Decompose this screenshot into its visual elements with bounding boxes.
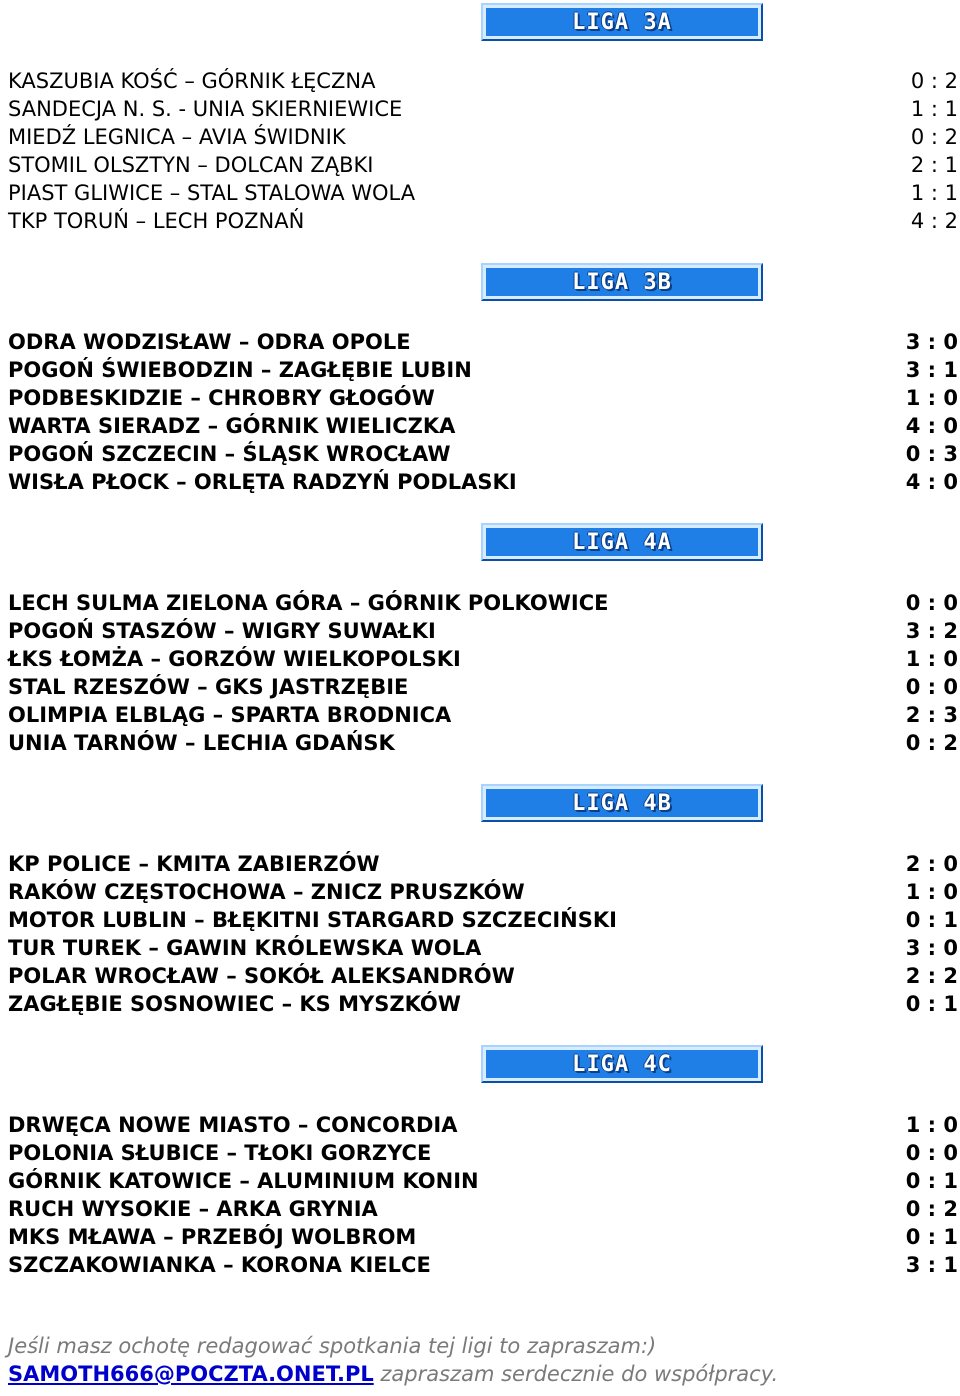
match-row bbox=[8, 440, 958, 468]
match-teams: ŁKS ŁOMŻA – GORZÓW WIELKOPOLSKI bbox=[8, 647, 461, 671]
match-row bbox=[8, 673, 958, 701]
match-teams: WISŁA PŁOCK – ORLĘTA RADZYŃ PODLASKI bbox=[8, 470, 517, 494]
match-teams: STAL RZESZÓW – GKS JASTRZĘBIE bbox=[8, 675, 409, 699]
league-banner-label: LIGA 3A bbox=[572, 9, 672, 35]
email-link[interactable]: SAMOTH666@POCZTA.ONET.PL bbox=[8, 1362, 374, 1386]
match-row bbox=[8, 95, 958, 123]
match-score: 0 : 3 bbox=[905, 442, 958, 466]
match-row bbox=[8, 1223, 958, 1251]
match-teams: MKS MŁAWA – PRZEBÓJ WOLBROM bbox=[8, 1225, 417, 1249]
match-teams: POLONIA SŁUBICE – TŁOKI GORZYCE bbox=[8, 1141, 432, 1165]
league-banner-4a bbox=[481, 523, 763, 561]
match-score: 3 : 1 bbox=[905, 1253, 958, 1277]
match-list-4a bbox=[8, 589, 958, 757]
league-banner-3b bbox=[481, 263, 763, 301]
match-row bbox=[8, 701, 958, 729]
match-teams: GÓRNIK KATOWICE – ALUMINIUM KONIN bbox=[8, 1169, 479, 1193]
league-banner-4c bbox=[481, 1045, 763, 1083]
match-score: 0 : 2 bbox=[905, 731, 958, 755]
match-teams: KASZUBIA KOŚĆ – GÓRNIK ŁĘCZNA bbox=[8, 69, 376, 93]
match-teams: RUCH WYSOKIE – ARKA GRYNIA bbox=[8, 1197, 378, 1221]
match-list-4b bbox=[8, 850, 958, 1018]
match-score: 0 : 0 bbox=[905, 591, 958, 615]
match-row bbox=[8, 1195, 958, 1223]
match-score: 0 : 2 bbox=[910, 69, 958, 93]
match-teams: SZCZAKOWIANKA – KORONA KIELCE bbox=[8, 1253, 431, 1277]
match-teams: STOMIL OLSZTYN – DOLCAN ZĄBKI bbox=[8, 153, 374, 177]
match-row bbox=[8, 962, 958, 990]
match-row bbox=[8, 384, 958, 412]
league-banner-label: LIGA 4A bbox=[572, 529, 672, 555]
match-teams: ZAGŁĘBIE SOSNOWIEC – KS MYSZKÓW bbox=[8, 992, 461, 1016]
match-score: 0 : 2 bbox=[910, 125, 958, 149]
match-teams: MOTOR LUBLIN – BŁĘKITNI STARGARD SZCZECIŃSKI bbox=[8, 908, 617, 932]
match-teams: PIAST GLIWICE – STAL STALOWA WOLA bbox=[8, 181, 416, 205]
match-row bbox=[8, 617, 958, 645]
match-teams: RAKÓW CZĘSTOCHOWA – ZNICZ PRUSZKÓW bbox=[8, 880, 525, 904]
match-row bbox=[8, 1251, 958, 1279]
match-list-3b bbox=[8, 328, 958, 496]
match-score: 2 : 2 bbox=[905, 964, 958, 988]
match-teams: MIEDŹ LEGNICA – AVIA ŚWIDNIK bbox=[8, 125, 346, 149]
match-list-3a bbox=[8, 67, 958, 235]
match-row bbox=[8, 328, 958, 356]
match-teams: UNIA TARNÓW – LECHIA GDAŃSK bbox=[8, 731, 395, 755]
match-score: 1 : 0 bbox=[905, 1113, 958, 1137]
match-score: 4 : 0 bbox=[905, 414, 958, 438]
match-teams: WARTA SIERADZ – GÓRNIK WIELICZKA bbox=[8, 414, 456, 438]
match-row bbox=[8, 123, 958, 151]
league-banner-label: LIGA 3B bbox=[572, 269, 672, 295]
match-score: 2 : 1 bbox=[910, 153, 958, 177]
match-score: 0 : 1 bbox=[905, 1225, 958, 1249]
match-score: 0 : 0 bbox=[905, 675, 958, 699]
match-row bbox=[8, 179, 958, 207]
match-score: 4 : 0 bbox=[905, 470, 958, 494]
league-banner-label: LIGA 4C bbox=[572, 1051, 672, 1077]
match-teams: TKP TORUŃ – LECH POZNAŃ bbox=[8, 209, 305, 233]
footer bbox=[8, 1334, 958, 1390]
match-row bbox=[8, 729, 958, 757]
match-score: 2 : 3 bbox=[905, 703, 958, 727]
match-row bbox=[8, 1111, 958, 1139]
match-row bbox=[8, 67, 958, 95]
match-teams: PODBESKIDZIE – CHROBRY GŁOGÓW bbox=[8, 386, 435, 410]
match-teams: LECH SULMA ZIELONA GÓRA – GÓRNIK POLKOWICE bbox=[8, 591, 609, 615]
match-score: 3 : 2 bbox=[905, 619, 958, 643]
match-score: 0 : 2 bbox=[905, 1197, 958, 1221]
match-row bbox=[8, 1139, 958, 1167]
match-row bbox=[8, 356, 958, 384]
match-score: 4 : 2 bbox=[910, 209, 958, 233]
footer-closing-text: zapraszam serdecznie do współpracy. bbox=[373, 1362, 779, 1386]
match-teams: ODRA WODZISŁAW – ODRA OPOLE bbox=[8, 330, 411, 354]
match-row bbox=[8, 878, 958, 906]
match-row bbox=[8, 1167, 958, 1195]
match-teams: SANDECJA N. S. - UNIA SKIERNIEWICE bbox=[8, 97, 403, 121]
match-row bbox=[8, 645, 958, 673]
match-row bbox=[8, 207, 958, 235]
match-row bbox=[8, 412, 958, 440]
match-score: 0 : 0 bbox=[905, 1141, 958, 1165]
footer-contact-line bbox=[8, 1362, 958, 1390]
match-score: 3 : 1 bbox=[905, 358, 958, 382]
match-score: 1 : 1 bbox=[910, 181, 958, 205]
match-list-4c bbox=[8, 1111, 958, 1279]
match-score: 0 : 1 bbox=[905, 908, 958, 932]
match-score: 1 : 0 bbox=[905, 386, 958, 410]
league-banner-4b bbox=[481, 784, 763, 822]
match-row bbox=[8, 934, 958, 962]
match-row bbox=[8, 850, 958, 878]
match-score: 3 : 0 bbox=[905, 330, 958, 354]
match-row bbox=[8, 468, 958, 496]
match-teams: DRWĘCA NOWE MIASTO – CONCORDIA bbox=[8, 1113, 458, 1137]
match-row bbox=[8, 151, 958, 179]
match-score: 1 : 0 bbox=[905, 647, 958, 671]
match-teams: POLAR WROCŁAW – SOKÓŁ ALEKSANDRÓW bbox=[8, 964, 515, 988]
match-score: 2 : 0 bbox=[905, 852, 958, 876]
match-score: 1 : 1 bbox=[910, 97, 958, 121]
match-row bbox=[8, 906, 958, 934]
match-score: 3 : 0 bbox=[905, 936, 958, 960]
league-banner-3a bbox=[481, 3, 763, 41]
match-score: 1 : 0 bbox=[905, 880, 958, 904]
match-score: 0 : 1 bbox=[905, 1169, 958, 1193]
match-teams: POGOŃ STASZÓW – WIGRY SUWAŁKI bbox=[8, 619, 436, 643]
match-teams: KP POLICE – KMITA ZABIERZÓW bbox=[8, 852, 380, 876]
league-banner-label: LIGA 4B bbox=[572, 790, 672, 816]
match-teams: POGOŃ SZCZECIN – ŚLĄSK WROCŁAW bbox=[8, 442, 451, 466]
match-teams: TUR TUREK – GAWIN KRÓLEWSKA WOLA bbox=[8, 936, 482, 960]
match-row bbox=[8, 990, 958, 1018]
match-row bbox=[8, 589, 958, 617]
footer-invitation: Jeśli masz ochotę redagować spotkania tej ligi to zapraszam:) bbox=[8, 1334, 657, 1358]
match-teams: POGOŃ ŚWIEBODZIN – ZAGŁĘBIE LUBIN bbox=[8, 358, 472, 382]
match-teams: OLIMPIA ELBLĄG – SPARTA BRODNICA bbox=[8, 703, 452, 727]
match-score: 0 : 1 bbox=[905, 992, 958, 1016]
